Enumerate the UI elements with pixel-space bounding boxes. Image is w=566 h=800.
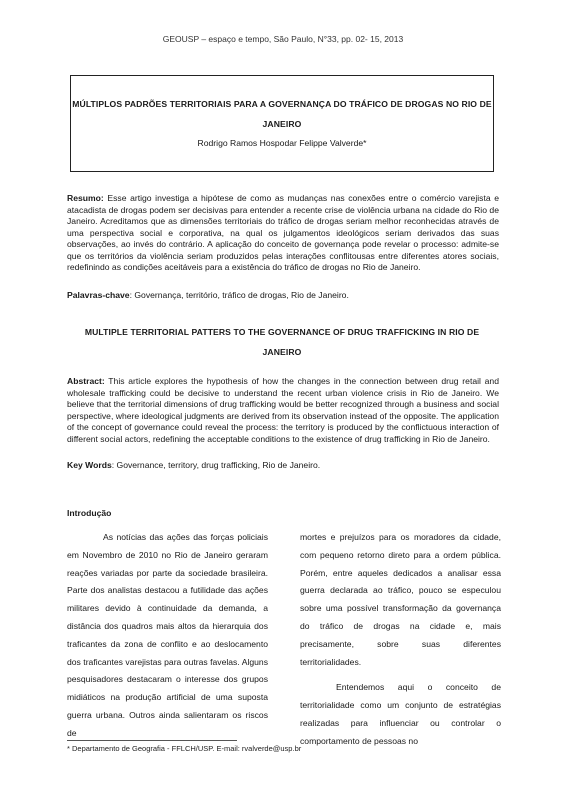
- section-heading-introducao: Introdução: [67, 508, 112, 518]
- palavras-chave-paragraph: [67, 290, 499, 302]
- palavras-chave-label: Palavras-chave: [67, 290, 130, 300]
- body-paragraph: Entendemos aqui o conceito de territorialidade como um conjunto de estratégias realizadas para influenciar ou controlar o comportamento de pessoas no: [300, 682, 501, 746]
- body-paragraph: mortes e prejuízos para os moradores da cidade, com pequeno retorno direto para a ordem pública. Porém, entre aqueles dedicados a analisar essa guerra declarada ao tráfico, pouco se especulou sobre uma possível transformação da governança do tráfico de drogas na cidade e, mais precisamente, sobre suas diferentes territorialidades.: [300, 532, 501, 667]
- resumo-paragraph: [67, 193, 499, 274]
- palavras-chave-text: : Governança, território, tráfico de drogas, Rio de Janeiro.: [129, 290, 349, 300]
- author-line: Rodrigo Ramos Hospodar Felippe Valverde*: [197, 138, 367, 148]
- abstract-paragraph: [67, 376, 499, 445]
- article-title-pt: MÚLTIPLOS PADRÕES TERRITORIAIS PARA A GOVERNANÇA DO TRÁFICO DE DROGAS NO RIO DE JANEIRO: [72, 99, 492, 129]
- resumo-text: Esse artigo investiga a hipótese de como as mudanças nas conexões entre o comércio varejista e atacadista de drogas podem ser decisivas para entender a recente crise de violência urbana na cidade do Rio de Janeiro. Acreditamos que as dimensões territoriais do tráfico de drogas seriam melhor reconhecidas através de uma perspectiva social e corporativa, na qual os julgamentos ideológicos seriam derivados das suas observações, ao invés do contrário. A aplicação do conceito de governança pode revelar o processo: admite-se que os territórios da violência seriam produzidos pelas interações conflitousas entre diferentes atores sociais, redefinindo as condições aceitáveis para a existência do tráfico de drogas no Rio de Janeiro.: [67, 193, 499, 272]
- body-paragraph: As notícias das ações das forças policiais em Novembro de 2010 no Rio de Janeiro geraram reações variadas por parte da sociedade brasileira. Parte dos analistas destacou a futilidade das ações militares devido à continuidade da demanda, a distância dos quadros mais altos da hierarquia dos traficantes da zona de conflito e ao deslocamento dos traficantes varejistas para outras favelas. Alguns pesquisadores destacaram o interesse dos grupos midiáticos na produção artificial de uma suposta guerra urbana. Outros ainda salientaram os riscos de: [67, 532, 268, 738]
- article-title-en: MULTIPLE TERRITORIAL PATTERS TO THE GOVERNANCE OF DRUG TRAFFICKING IN RIO DE JANEIRO: [84, 327, 480, 357]
- key-words-label: Key Words: [67, 460, 112, 470]
- body-column-right: [300, 529, 501, 751]
- resumo-label: Resumo:: [67, 193, 104, 203]
- abstract-text: This article explores the hypothesis of how the changes in the connection between drug retail and wholesale trafficking could be decisive to understand the recent urban violence crisis in Rio de Janeiro. We believe that the territorial dimensions of drug trafficking would be better recognized through a business and social perspective, where ideological judgments are derived from its observation instead of the opposite. The application of the concept of governance could reveal the process: the territory is produced by the conflictuous interaction of different social actors, redefining the acceptable conditions to the existence of drug trafficking in Rio de Janeiro.: [67, 376, 499, 444]
- abstract-label: Abstract:: [67, 376, 105, 386]
- key-words-text: : Governance, territory, drug trafficking, Rio de Janeiro.: [111, 460, 321, 470]
- footnote-rule: [67, 740, 237, 741]
- key-words-paragraph: [67, 460, 499, 472]
- running-header: GEOUSP – espaço e tempo, São Paulo, N°33, pp. 02- 15, 2013: [162, 34, 404, 44]
- body-column-left: [67, 529, 268, 743]
- footnote: * Departamento de Geografia - FFLCH/USP. E-mail: rvalverde@usp.br: [67, 744, 302, 753]
